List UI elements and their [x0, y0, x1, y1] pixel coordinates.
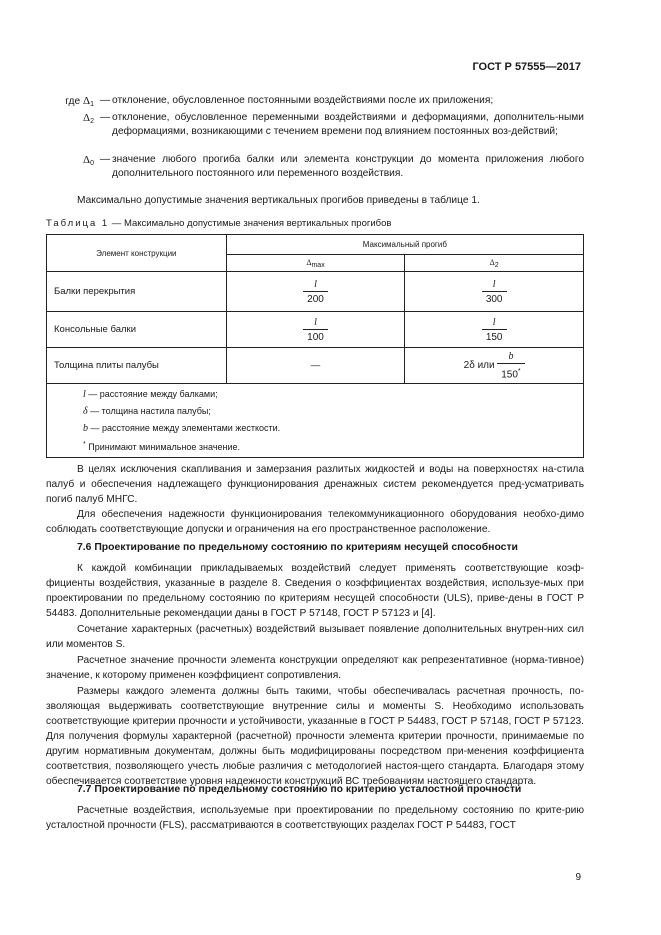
fraction: $\frac{l}{100}$ [303, 316, 328, 344]
definition-text: отклонение, обусловленное постоянными воздействиями после их приложения; [112, 95, 494, 106]
header-delta-max: $\Delta_{max}$ [226, 255, 405, 272]
note-item: l — расстояние между балками; [83, 389, 218, 400]
dash: — [99, 95, 110, 106]
dash: — [99, 112, 110, 123]
section-title-7-6: 7.6 Проектирование по предельному состоянию по критериям несущей способности [77, 542, 518, 553]
paragraph: Сочетание характерных (расчетных) воздействий вызывает появление дополнительных внутрен-них сил или моментов S. [46, 624, 584, 650]
table-caption: Таблица 1 — Максимально допустимые значения вертикальных прогибов [46, 218, 392, 229]
definition-text: отклонение, обусловленное переменными воздействиями и деформациями, дополнитель-ными деформациями, возникающими с течением времени под влиянием постоянных воз-действий; [112, 112, 584, 137]
fraction: $\frac{l}{150}$ [482, 316, 507, 344]
table-row [47, 272, 584, 312]
fraction: $\frac{b}{150^*}$ [497, 350, 524, 381]
note-item: δ — толщина настила палубы; [83, 406, 211, 417]
note-item: * Принимают минимальное значение. [83, 441, 241, 452]
document-page: ГОСТ Р 57555—2017 где $\Delta_1$ — отклонение, обусловленное постоянными воздействиями после их приложения; $\Delta_2$ — отклонение, обусловленное переменными воздействиями и деформациями, дополнитель-ными деформациями, возникающими с течением времени под влиянием постоянных воз-действий; $\Delta_0$ — значение любого прогиба балки или элемента конструкции до момента приложения любого дополнительного постоянного или переменного воздействия. Максимально допустимые значения вертикальных прогибов приведены в таблице 1. Таблица 1 — Максимально допустимые значения вертикальных прогибов Элемент конструкции Максимальный прогиб $\Delta_{max}$ $\Delta_2$ Балки перекрытия $\frac{l}{200}$ $\frac{l}{300}$ Консольные балки $\frac{l}{100}$ $\frac{l}{150}$ Толщина плиты палубы — 2δ или $\frac{b}{150^*}$ l — расстояние между балками; δ — толщина настила палубы; b — расстояние между элементами жесткости. * Принимают минимальное значение. В целях исключения скапливания и замерзания разлитых жидкостей и воды на поверхностях на-стила палуб и обеспечения надлежащего функционирования дренажных систем рекомендуется пред-усматривать погиб палуб МНГС. Для обеспечения надежности функционирования телекоммуникационного оборудования необхо-димо соблюдать соответствующие допуски и ограничения на его пространственное расположение. 7.6 Проектирование по предельному состоянию по критериям несущей способности К каждой комбинации прикладываемых воздействий следует применять соответствующие коэф-фициенты воздействия, указанные в разделе 8. Сведения о коэффициентах воздействия, используе-мых при проектировании по предельному состоянию по критериям несущей способности (ULS), приве-дены в ГОСТ Р 54483. Дополнительные рекомендации даны в ГОСТ Р 57148, ГОСТ Р 57123 и [4]. Сочетание характерных (расчетных) воздействий вызывает появление дополнительных внутрен-них сил или моментов S. Расчетное значение прочности элемента конструкции определяют как репрезентативное (норма-тивное) значение, к которому применен коэффициент сопротивления. Размеры каждого элемента должны быть такими, чтобы обеспечивалась расчетная прочность, по-зволяющая выдерживать соответствующие внутренние силы и моменты S. Необходимо использовать соответствующие критерии прочности и устойчивости, указанные в ГОСТ Р 54483, ГОСТ Р 57148, ГОСТ Р 57123. Для получения формулы характерной (расчетной) прочности элемента критерии прочности, принимаемые по другим нормативным документам, должны быть модифицированы посредством при-менения коэффициента соответствия, позволяющего учесть любые различия с методологией настоя-щего стандарта. Благодаря этому обеспечивается соответствие уровня надежности конструкций ВС требованиям настоящего стандарта. 7.7 Проектирование по предельному состоянию по критерию усталостной прочности Расчетные воздействия, используемые при проектировании по предельному состоянию по крите-рию усталостной прочности (FLS), рассматриваются в соответствующих разделах ГОСТ Р 54483, ГОСТ 9 [46, 61, 584, 883]
paragraph-max-deflections: Максимально допустимые значения вертикальных прогибов приведены в таблице 1. [77, 195, 480, 206]
table-row: Толщина плиты палубы — 2δ или $\frac{b}{150^*}$ [47, 348, 584, 384]
paragraph: Размеры каждого элемента должны быть такими, чтобы обеспечивалась расчетная прочность, по-зволяющая выдерживать соответствующие внутренние силы и моменты S. Необходимо использовать соответствующие критерии прочности и устойчивости, указанные в ГОСТ Р 54483, ГОСТ Р 57148, ГОСТ Р 57123. Для получения формулы характерной (расчетной) прочности элемента критерии прочности, принимаемые по другим нормативным документам, должны быть модифицированы посредством при-менения коэффициента соответствия, позволяющего учесть любые различия с методологией настоя-щего стандарта. Благодаря этому обеспечивается соответствие уровня надежности конструкций ВС требованиям настоящего стандарта. [46, 686, 584, 787]
table-notes-row [47, 384, 584, 458]
note-item: b — расстояние между элементами жесткости. [83, 423, 281, 434]
section-title-7-7: 7.7 Проектирование по предельному состоянию по критерию усталостной прочности [77, 784, 522, 795]
table-row [47, 312, 584, 348]
definition-text: значение любого прогиба балки или элемента конструкции до момента приложения любого дополнительного постоянного или переменного воздействия. [112, 154, 584, 179]
header-delta-2: $\Delta_2$ [405, 255, 584, 272]
header-max-deflection: Максимальный прогиб [226, 235, 583, 255]
row-name: Балки перекрытия [47, 272, 227, 312]
paragraph: Расчетное значение прочности элемента конструкции определяют как репрезентативное (норма-тивное) значение, к которому применен коэффициент сопротивления. [46, 655, 584, 681]
paragraph: Расчетные воздействия, используемые при проектировании по предельному состоянию по крите-рию усталостной прочности (FLS), рассматриваются в соответствующих разделах ГОСТ Р 54483, ГОСТ [46, 805, 584, 831]
page-number: 9 [575, 872, 581, 883]
symbol-delta-2: Δ [83, 112, 91, 124]
definition-intro: где [65, 96, 81, 107]
paragraph: В целях исключения скапливания и замерзания разлитых жидкостей и воды на поверхностях на-стила палуб и обеспечения надлежащего функционирования дренажных систем рекомендуется пред-усматривать погиб палуб МНГС. [46, 464, 584, 505]
symbol-delta-0: Δ [83, 154, 91, 166]
dash: — [99, 154, 110, 165]
symbol-delta-1: Δ [83, 95, 91, 107]
paragraph: Для обеспечения надежности функционирования телекоммуникационного оборудования необхо-димо соблюдать соответствующие допуски и ограничения на его пространственное расположение. [46, 509, 584, 535]
paragraph: К каждой комбинации прикладываемых воздействий следует применять соответствующие коэф-фициенты воздействия, указанные в разделе 8. Сведения о коэффициентах воздействия, используе-мых при проектировании по предельному состоянию по критериям несущей способности (ULS), приве-дены в ГОСТ Р 54483. Дополнительные рекомендации даны в ГОСТ Р 57148, ГОСТ Р 57123 и [4]. [46, 563, 584, 619]
row-name: Консольные балки [47, 312, 227, 348]
header-element: Элемент конструкции [47, 235, 227, 272]
deflection-table [46, 234, 584, 458]
document-id-header: ГОСТ Р 57555—2017 [472, 61, 581, 73]
no-value: — [226, 348, 405, 384]
row-name: Толщина плиты палубы [47, 348, 227, 384]
fraction: $\frac{l}{300}$ [482, 278, 507, 306]
fraction: $\frac{l}{200}$ [303, 278, 328, 306]
